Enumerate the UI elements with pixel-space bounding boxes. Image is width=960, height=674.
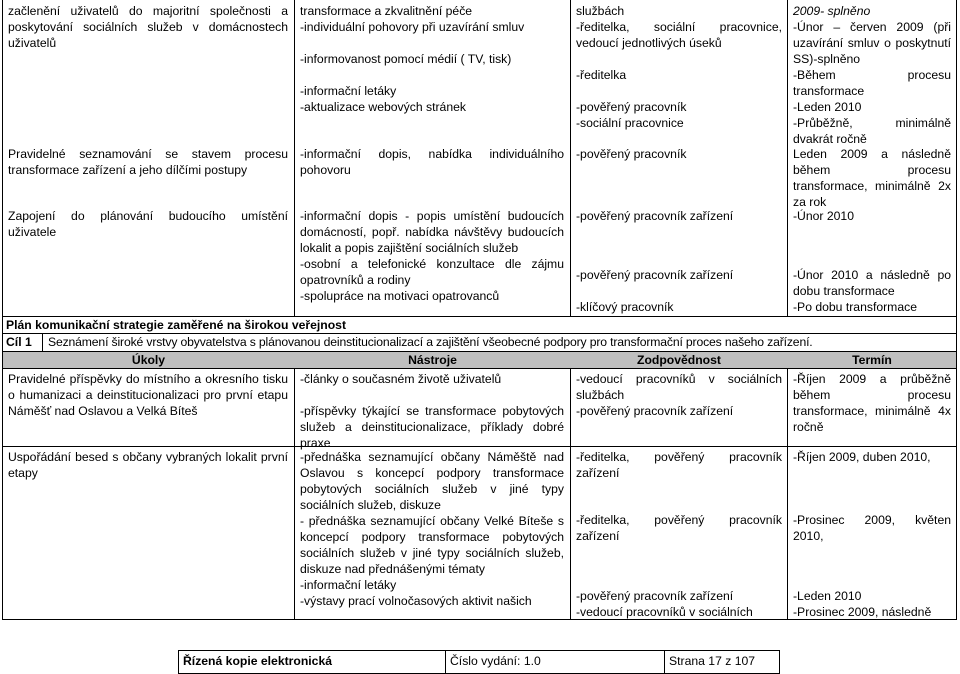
footer [178, 650, 780, 674]
footer-issue: Číslo vydání: 1.0 [446, 651, 665, 673]
col-divider-2b [570, 351, 571, 620]
resp-planning-2: -pověřený pracovník zařízení [576, 268, 734, 282]
term-planning-2: -Únor 2010 a následně po dobu transformace [793, 268, 951, 298]
tools-press: -články o současném životě uživatelů -příspěvky týkající se transformace pobytových služeb a deinstitucionalizace, příklady dobré praxe [300, 372, 564, 450]
resp-planning-1: -pověřený pracovník zařízení [576, 209, 734, 223]
table-border-right [956, 0, 957, 620]
term-meetings-2: -Prosinec 2009, květen 2010, [793, 513, 951, 543]
col-divider-1b [294, 351, 295, 620]
goal-label-divider [42, 334, 43, 351]
resp-top: službách -ředitelka, sociální pracovnice, vedoucí jednotlivých úseků -ředitelka -pověřený pracovník -sociální pracovnice [576, 4, 782, 130]
resp-meetings-3: -pověřený pracovník zařízení -vedoucí pracovníků v sociálních [576, 589, 753, 619]
col-divider-1 [294, 0, 295, 316]
tools-top: transformace a zkvalitnění péče -individuální pohovory při uzavírání smluv -informovanost pomocí médií ( TV, tisk) -informační letáky -aktualizace webových stránek [300, 4, 525, 114]
term-top: 2009- splněno [793, 4, 871, 18]
activity-planning: Zapojení do plánování budoucího umístění uživatele [8, 209, 288, 239]
resp-meetings-2: -ředitelka, pověřený pracovník zařízení [576, 513, 782, 543]
tools-meetings: -přednáška seznamující občany Náměště nad Oslavou s koncepcí podpory transformace pobytových sociálních služeb v jiné typy sociálních služeb, diskuze - přednáška seznamující občany Velké Bíteše s koncepcí podpory transformace pobytových sociálních služeb v jiné typy sociálních služeb, diskuze nad přednášenými tématy -informační letáky -výstavy prací volnočasových aktivit našich [300, 450, 564, 608]
resp-planning-3: -klíčový pracovník [576, 300, 674, 314]
table-border-left [2, 0, 3, 620]
goal-text: Seznámení široké vrstvy obyvatelstva s plánovanou deinstitucionalizací a zajištění všeobecné podpory pro transformační proces našeho zařízení. [48, 335, 813, 349]
header-term: Termín [852, 353, 892, 367]
term-meetings-3: -Leden 2010 -Prosinec 2009, následně [793, 589, 932, 619]
section-title: Plán komunikační strategie zaměřené na širokou veřejnost [6, 318, 347, 332]
header-responsibility: Zodpovědnost [637, 353, 721, 367]
header-tools: Nástroje [408, 353, 457, 367]
term-top-2: -Únor – červen 2009 (při uzavírání smluv o poskytnutí SS)-splněno -Během procesu transformace -Leden 2010 -Průběžně, minimálně dvakrát ročně [793, 20, 951, 146]
resp-meetings-1: -ředitelka, pověřený pracovník zařízení [576, 450, 782, 480]
term-meetings-1: -Říjen 2009, duben 2010, [793, 450, 931, 464]
col-divider-2 [570, 0, 571, 316]
row-line-4 [2, 368, 957, 369]
col-divider-3b [787, 351, 788, 620]
col-divider-3 [787, 0, 788, 316]
term-planning-1: -Únor 2010 [793, 209, 854, 223]
footer-label: Řízená kopie elektronická [179, 651, 446, 673]
resp-info: -pověřený pracovník [576, 147, 687, 161]
resp-press: -vedoucí pracovníků v sociálních službách -pověřený pracovník zařízení [576, 372, 782, 418]
term-planning-3: -Po dobu transformace [793, 300, 917, 314]
activity-integration: začlenění uživatelů do majoritní společnosti a poskytování sociálních služeb v domácnostech uživatelů [8, 4, 288, 50]
term-press: -Říjen 2009 a průběžně během procesu transformace, minimálně 4x ročně [793, 372, 951, 434]
tools-info-letter: -informační dopis, nabídka individuálního pohovoru [300, 147, 564, 177]
activity-regular-info: Pravidelné seznamování se stavem procesu transformace zařízení a jeho dílčími postupy [8, 147, 288, 177]
header-tasks: Úkoly [131, 353, 166, 367]
activity-press: Pravidelné příspěvky do místního a okresního tisku o humanizaci a deinstitucionalizaci pro první etapu Náměšť nad Oslavou a Velká Bíteš [8, 372, 288, 418]
goal-label: Cíl 1 [6, 335, 32, 349]
footer-page: Strana 17 z 107 [669, 654, 756, 668]
tools-planning: -informační dopis - popis umístění budoucích domácností, popř. nabídka návštěvy budoucích lokalit a popis zajištění sociálních služeb -osobní a telefonické konzultace dle zájmu opatrovníků a rodiny -spolupráce na motivaci opatrovanců [300, 209, 564, 303]
activity-meetings: Uspořádání besed s občany vybraných lokalit první etapy [8, 450, 288, 480]
term-info: Leden 2009 a následně během procesu transformace, minimálně 2x za rok [793, 147, 951, 209]
